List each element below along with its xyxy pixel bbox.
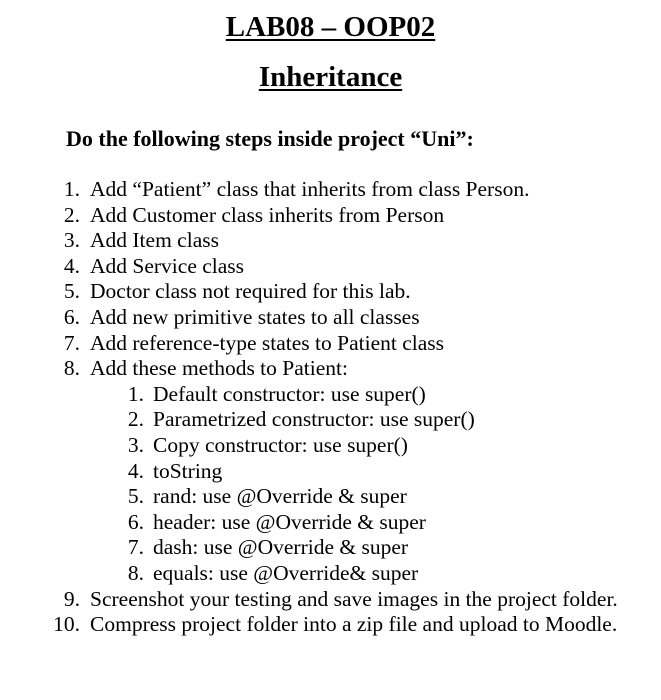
step-number: 2.	[63, 202, 80, 227]
step-number: 10.	[53, 612, 80, 637]
step-number: 3.	[63, 228, 80, 253]
step-number: 7.	[63, 330, 80, 355]
step-item	[0, 254, 635, 280]
substep-item	[0, 382, 635, 408]
step-item	[0, 228, 635, 254]
step-item	[0, 177, 635, 203]
substep-number: 4.	[127, 458, 144, 483]
substep-item	[0, 459, 635, 485]
substep-text: Parametrized constructor: use super()	[153, 407, 475, 432]
document-title-text: LAB08 – OOP02	[225, 11, 436, 43]
step-text: Add Service class	[90, 253, 245, 278]
instructions-heading: Do the following steps inside project “Uni”:	[66, 126, 474, 151]
substep-text: toString	[153, 458, 223, 483]
substep-item	[0, 433, 635, 459]
step-item	[0, 203, 635, 229]
substep-text: header: use @Override & super	[153, 509, 426, 534]
substep-item	[0, 561, 635, 587]
step-text: Add new primitive states to all classes	[90, 304, 420, 329]
substep-text: equals: use @Override& super	[153, 560, 419, 585]
substep-number: 7.	[127, 535, 144, 560]
substep-text: Default constructor: use super()	[153, 381, 426, 406]
step-number: 6.	[63, 304, 80, 329]
step-item	[0, 305, 635, 331]
steps-list	[0, 177, 635, 638]
step-text: Add Customer class inherits from Person	[90, 202, 445, 227]
step-text: Add “Patient” class that inherits from class Person.	[90, 177, 530, 201]
step-item	[0, 331, 635, 357]
document-title	[0, 10, 661, 44]
substep-number: 3.	[127, 432, 144, 457]
substep-text: Copy constructor: use super()	[153, 432, 408, 457]
substep-item	[0, 484, 635, 510]
step-number: 1.	[63, 177, 80, 201]
substep-item	[0, 535, 635, 561]
step-text: Add these methods to Patient:	[90, 356, 348, 381]
substep-number: 5.	[127, 484, 144, 509]
step-text: Screenshot your testing and save images in the project folder.	[90, 586, 618, 611]
step-item	[0, 279, 635, 305]
step-number: 5.	[63, 279, 80, 304]
substep-number: 8.	[127, 560, 144, 585]
step-number: 9.	[63, 586, 80, 611]
step-item	[0, 612, 635, 638]
step-text: Compress project folder into a zip file and upload to Moodle.	[90, 612, 618, 637]
document-subtitle	[0, 60, 661, 94]
substep-number: 6.	[127, 509, 144, 534]
substep-item	[0, 407, 635, 433]
step-number: 8.	[63, 356, 80, 381]
substep-item	[0, 510, 635, 536]
step-number: 4.	[63, 253, 80, 278]
document-subtitle-text: Inheritance	[258, 61, 403, 93]
step-item	[0, 587, 635, 613]
substep-text: dash: use @Override & super	[153, 535, 409, 560]
substep-number: 1.	[127, 381, 144, 406]
step-item	[0, 356, 635, 382]
substep-text: rand: use @Override & super	[153, 484, 407, 509]
step-text: Add reference-type states to Patient class	[90, 330, 445, 355]
step-text: Doctor class not required for this lab.	[90, 279, 411, 304]
step-text: Add Item class	[90, 228, 219, 253]
substep-number: 2.	[127, 407, 144, 432]
